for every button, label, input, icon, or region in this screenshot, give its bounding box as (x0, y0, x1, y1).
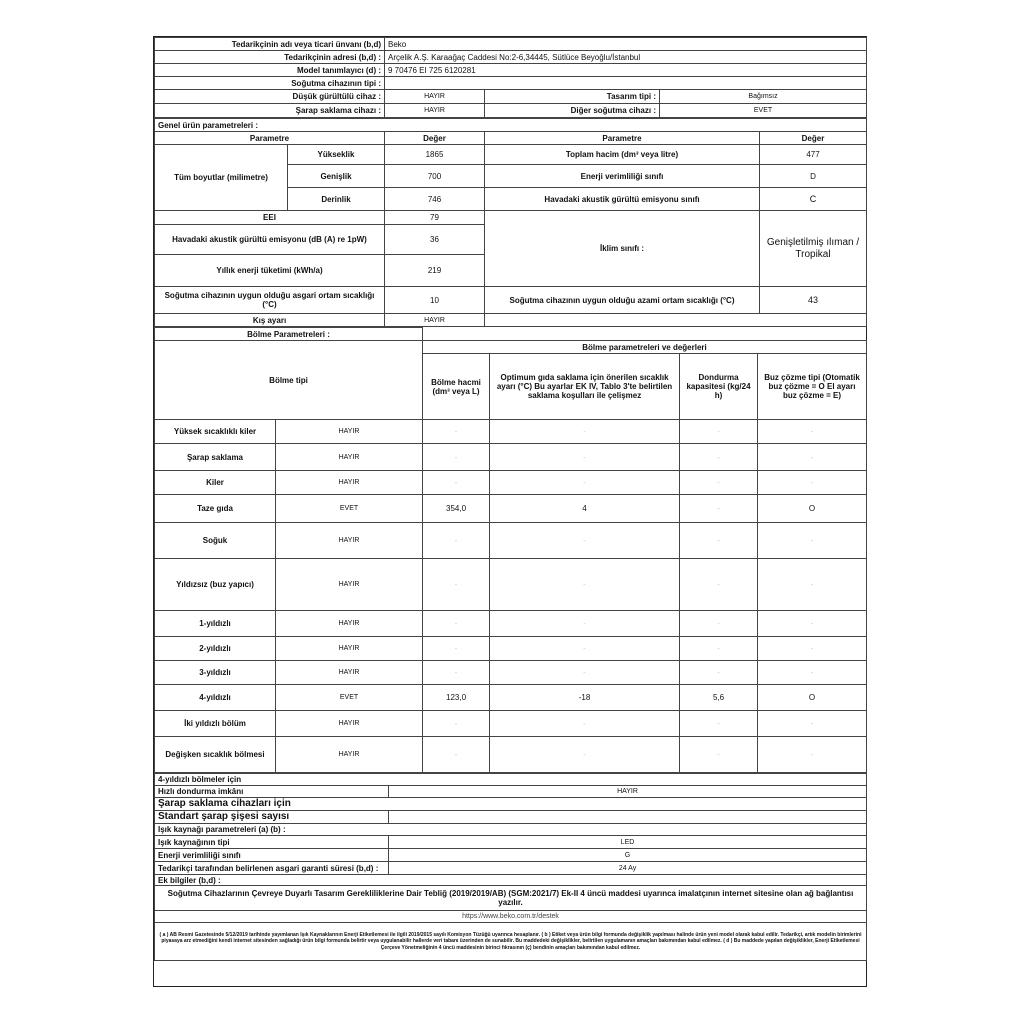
compartment-row (155, 559, 867, 611)
compartment-name: Kiler (155, 471, 276, 495)
compartment-present: HAYIR (276, 661, 423, 685)
four-star-section-title: 4-yıldızlı bölmeler için (155, 774, 867, 786)
compartment-name: 1-yıldızlı (155, 611, 276, 637)
compartment-temp: -18 (490, 685, 680, 711)
eei-label: EEI (155, 211, 385, 225)
compartment-volume: - (423, 420, 490, 444)
compartment-volume: - (423, 661, 490, 685)
col-freezing-capacity: Dondurma kapasitesi (kg/24 h) (680, 354, 758, 420)
depth-label: Derinlik (288, 188, 385, 211)
compartment-name: 2-yıldızlı (155, 637, 276, 661)
model-value: 9 70476 EI 725 6120281 (385, 64, 867, 77)
compartment-name: 4-yıldızlı (155, 685, 276, 711)
compartment-defrost-type: - (758, 523, 867, 559)
supplier-address-value: Arçelik A.Ş. Karaağaç Caddesi No:2-6,34445, Sütlüce Beyoğlu/İstanbul (385, 51, 867, 64)
winter-setting-label: Kış ayarı (155, 314, 385, 327)
compartment-name: Şarap saklama (155, 444, 276, 471)
annual-energy-value: 219 (385, 255, 485, 287)
compartment-temp: - (490, 444, 680, 471)
col-compartment-volume: Bölme hacmi (dm³ veya L) (423, 354, 490, 420)
supplier-table (154, 37, 867, 118)
compartment-volume: - (423, 444, 490, 471)
compartment-defrost-type: - (758, 637, 867, 661)
compartment-temp: - (490, 661, 680, 685)
wine-storage-value: HAYIR (385, 104, 485, 118)
noise-class-label: Havadaki akustik gürültü emisyonu sınıfı (485, 188, 760, 211)
compartment-temp: - (490, 420, 680, 444)
height-label: Yükseklik (288, 145, 385, 165)
product-information-sheet (153, 36, 867, 987)
compartment-volume: - (423, 611, 490, 637)
min-temp-value: 10 (385, 287, 485, 314)
compartment-temp: 4 (490, 495, 680, 523)
extra-section-title: Ek bilgiler (b,d) : (155, 875, 867, 886)
compartment-row (155, 661, 867, 685)
compartment-freezing-capacity: 5,6 (680, 685, 758, 711)
compartment-freezing-capacity: - (680, 661, 758, 685)
appliance-type-value (385, 77, 867, 90)
compartment-row (155, 471, 867, 495)
compartment-row (155, 444, 867, 471)
min-temp-label: Soğutma cihazının uygun olduğu asgari ortam sıcaklığı (°C) (155, 287, 385, 314)
width-label: Genişlik (288, 165, 385, 188)
wine-section-title: Şarap saklama cihazları için (155, 798, 867, 811)
compartment-volume: 354,0 (423, 495, 490, 523)
depth-value: 746 (385, 188, 485, 211)
width-value: 700 (385, 165, 485, 188)
climate-class-label: İklim sınıfı : (485, 211, 760, 287)
compartment-temp: - (490, 559, 680, 611)
dimensions-label: Tüm boyutlar (milimetre) (155, 145, 288, 211)
regulation-text: Soğutma Cihazlarının Çevreye Duyarlı Tasarım Gerekliliklerine Dair Tebliğ (2019/2019/AB) (SGM:2021/7) Ek-II 4 üncü maddesi uyarınca imalatçının internet sitesine olan ağ bağlantısı yazılır. (155, 886, 867, 911)
compartment-freezing-capacity: - (680, 559, 758, 611)
compartment-present: HAYIR (276, 711, 423, 737)
col-recommended-temp: Optimum gıda saklama için önerilen sıcaklık ayarı (°C) Bu ayarlar EK IV, Tablo 3'te belirtilen saklama koşulları ile çelişmez (490, 354, 680, 420)
compartment-defrost-type: - (758, 444, 867, 471)
light-type-label: Işık kaynağının tipi (155, 836, 389, 849)
total-volume-value: 477 (760, 145, 867, 165)
winter-setting-blank (485, 314, 867, 327)
low-noise-value: HAYIR (385, 90, 485, 104)
other-appliance-value: EVET (660, 104, 867, 118)
light-section-title: Işık kaynağı parametreleri (a) (b) : (155, 824, 867, 836)
compartment-present: HAYIR (276, 637, 423, 661)
noise-emission-value: 36 (385, 225, 485, 255)
compartments-section-title: Bölme Parametreleri : (155, 328, 423, 341)
footnote-text: ( a ) AB Resmi Gazetesinde 5/12/2019 tarihinde yayımlanan Işık Kaynaklarının Enerji Etiketlemesi ile ilgili 2019/2015 sayılı Komisyon Tüzüğü uyarınca hesaplanır. ( b ) Etiket veya ürün bilgi formunda değişiklik yapılması halinde ürün yeni model olarak kabul edilir. Tedarikçi, artık modelin birimlerini piyasaya arz etmediğini kendi internet sitesinden sağladığı ürün bilgi formunda belirtir veya uygulanabilir hallerde veri tabanı üzerinden de sunabilir. Bu maddedeki değişiklikler, belirtilen uygulamanın amaçları bakımından kabul edilmez. ( d ) Bu maddede yapılan değişiklikler, Enerji Etiketlemesi Çerçeve Yönetmeliğinin 4 üncü maddesinin birinci fıkrasının (ç) bendinin amaçları bakımından kabul edilmez. (155, 923, 867, 961)
compartment-volume: - (423, 559, 490, 611)
compartment-name: Soğuk (155, 523, 276, 559)
supplier-address-label: Tedarikçinin adresi (b,d) : (155, 51, 385, 64)
general-col-param-2: Parametre (485, 132, 760, 145)
compartment-freezing-capacity: - (680, 637, 758, 661)
compartments-group-header: Bölme parametreleri ve değerleri (423, 341, 867, 354)
compartment-defrost-type: O (758, 495, 867, 523)
compartment-present: HAYIR (276, 737, 423, 773)
general-col-param: Parametre (155, 132, 385, 145)
compartment-temp: - (490, 711, 680, 737)
warranty-label: Tedarikçi tarafından belirlenen asgari garanti süresi (b,d) : (155, 862, 389, 875)
other-appliance-label: Diğer soğutma cihazı : (485, 104, 660, 118)
supplier-name-label: Tedarikçinin adı veya ticari ünvanı (b,d) (155, 38, 385, 51)
compartment-row (155, 495, 867, 523)
col-defrost-type: Buz çözme tipi (Otomatik buz çözme = O El ayarı buz çözme = E) (758, 354, 867, 420)
fast-freeze-label: Hızlı dondurma imkânı (155, 786, 389, 798)
compartment-temp: - (490, 611, 680, 637)
noise-emission-label: Havadaki akustik gürültü emisyonu (dB (A) re 1pW) (155, 225, 385, 255)
col-compartment-type: Bölme tipi (155, 341, 423, 420)
general-col-value: Değer (385, 132, 485, 145)
compartment-name: İki yıldızlı bölüm (155, 711, 276, 737)
compartment-row (155, 711, 867, 737)
compartment-name: Taze gıda (155, 495, 276, 523)
compartment-temp: - (490, 737, 680, 773)
compartment-present: HAYIR (276, 611, 423, 637)
general-col-value-2: Değer (760, 132, 867, 145)
general-parameters-table (154, 118, 867, 327)
compartment-freezing-capacity: - (680, 737, 758, 773)
compartment-row (155, 523, 867, 559)
compartment-present: HAYIR (276, 471, 423, 495)
annual-energy-label: Yıllık enerji tüketimi (kWh/a) (155, 255, 385, 287)
warranty-value: 24 Ay (389, 862, 867, 875)
compartment-defrost-type: - (758, 737, 867, 773)
appliance-type-label: Soğutma cihazının tipi : (155, 77, 385, 90)
support-url: https://www.beko.com.tr/destek (155, 911, 867, 923)
supplier-name-value: Beko (385, 38, 867, 51)
compartment-freezing-capacity: - (680, 711, 758, 737)
wine-bottles-label: Standart şarap şişesi sayısı (155, 811, 389, 824)
compartment-temp: - (490, 523, 680, 559)
compartment-row (155, 685, 867, 711)
fast-freeze-value: HAYIR (389, 786, 867, 798)
compartment-present: EVET (276, 495, 423, 523)
compartment-present: HAYIR (276, 523, 423, 559)
total-volume-label: Toplam hacim (dm³ veya litre) (485, 145, 760, 165)
eei-value: 79 (385, 211, 485, 225)
compartment-defrost-type: - (758, 420, 867, 444)
compartment-volume: - (423, 523, 490, 559)
compartment-temp: - (490, 471, 680, 495)
compartment-defrost-type: - (758, 661, 867, 685)
compartment-row (155, 611, 867, 637)
compartment-volume: - (423, 471, 490, 495)
wine-storage-label: Şarap saklama cihazı : (155, 104, 385, 118)
compartment-row (155, 637, 867, 661)
light-class-value: G (389, 849, 867, 862)
compartment-present: EVET (276, 685, 423, 711)
compartment-defrost-type: - (758, 711, 867, 737)
compartment-present: HAYIR (276, 444, 423, 471)
compartment-name: 3-yıldızlı (155, 661, 276, 685)
low-noise-label: Düşük gürültülü cihaz : (155, 90, 385, 104)
compartment-volume: - (423, 737, 490, 773)
winter-setting-value: HAYIR (385, 314, 485, 327)
compartment-name: Yüksek sıcaklıklı kiler (155, 420, 276, 444)
compartment-defrost-type: O (758, 685, 867, 711)
compartment-row (155, 737, 867, 773)
model-label: Model tanımlayıcı (d) : (155, 64, 385, 77)
design-type-value: Bağımsız (660, 90, 867, 104)
energy-class-label: Enerji verimliliği sınıfı (485, 165, 760, 188)
compartment-defrost-type: - (758, 471, 867, 495)
energy-class-value: D (760, 165, 867, 188)
compartment-freezing-capacity: - (680, 495, 758, 523)
compartment-defrost-type: - (758, 559, 867, 611)
compartment-freezing-capacity: - (680, 444, 758, 471)
compartment-name: Değişken sıcaklık bölmesi (155, 737, 276, 773)
compartment-freezing-capacity: - (680, 471, 758, 495)
max-temp-label: Soğutma cihazının uygun olduğu azami ortam sıcaklığı (°C) (485, 287, 760, 314)
light-type-value: LED (389, 836, 867, 849)
light-class-label: Enerji verimliliği sınıfı (155, 849, 389, 862)
compartment-volume: 123,0 (423, 685, 490, 711)
height-value: 1865 (385, 145, 485, 165)
design-type-label: Tasarım tipi : (485, 90, 660, 104)
compartment-name: Yıldızsız (buz yapıcı) (155, 559, 276, 611)
compartment-temp: - (490, 637, 680, 661)
general-section-title: Genel ürün parametreleri : (155, 119, 867, 132)
compartment-present: HAYIR (276, 559, 423, 611)
compartment-rows (155, 420, 867, 773)
climate-class-value: Genişletilmiş ılıman / Tropikal (760, 211, 867, 287)
wine-bottles-value (389, 811, 867, 824)
compartment-freezing-capacity: - (680, 420, 758, 444)
compartment-volume: - (423, 637, 490, 661)
compartment-freezing-capacity: - (680, 523, 758, 559)
additional-table (154, 773, 867, 961)
compartment-volume: - (423, 711, 490, 737)
max-temp-value: 43 (760, 287, 867, 314)
compartment-present: HAYIR (276, 420, 423, 444)
compartment-defrost-type: - (758, 611, 867, 637)
compartment-freezing-capacity: - (680, 611, 758, 637)
noise-class-value: C (760, 188, 867, 211)
compartments-table (154, 327, 867, 773)
compartment-row (155, 420, 867, 444)
